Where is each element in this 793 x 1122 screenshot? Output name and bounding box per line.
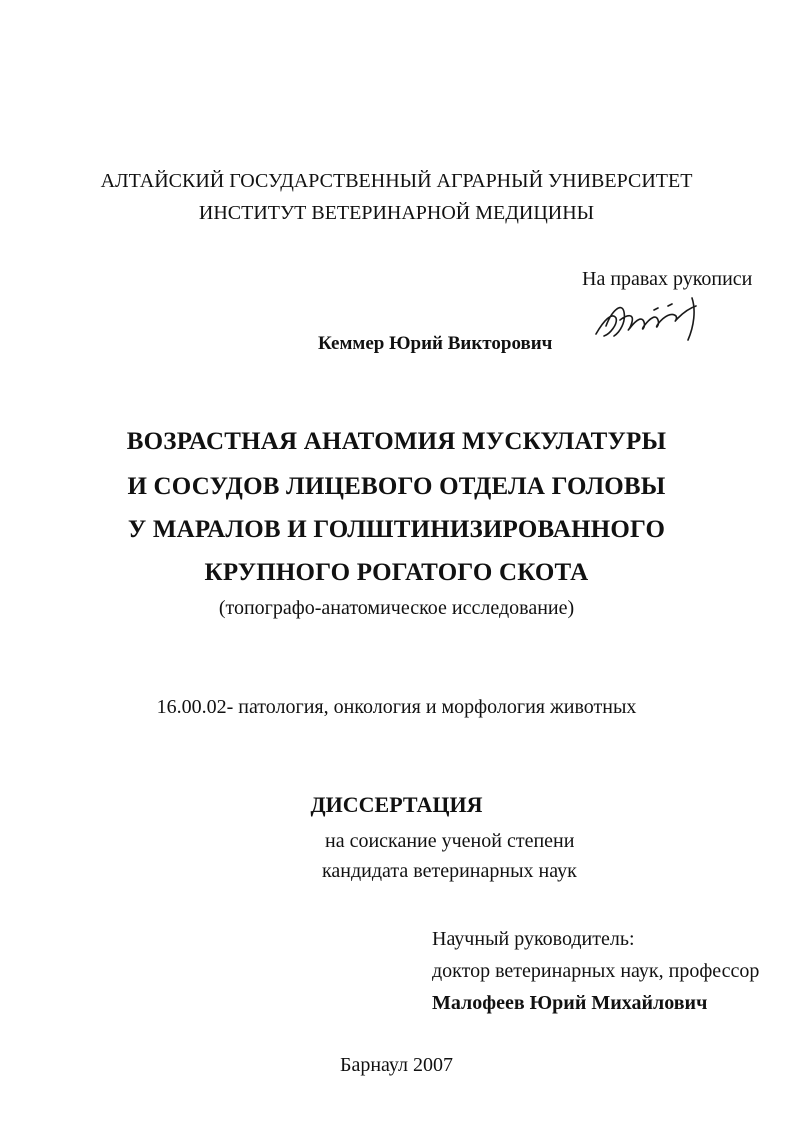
degree-line-2: кандидата ветеринарных наук bbox=[322, 860, 577, 882]
supervisor-degree: доктор ветеринарных наук, профессор bbox=[432, 960, 760, 982]
dissertation-heading: ДИССЕРТАЦИЯ bbox=[310, 792, 483, 817]
author-signature bbox=[592, 290, 717, 348]
city-year: Барнаул 2007 bbox=[339, 1054, 454, 1076]
title-line-2: И СОСУДОВ ЛИЦЕВОГО ОТДЕЛА ГОЛОВЫ bbox=[127, 473, 666, 500]
supervisor-name: Малофеев Юрий Михайлович bbox=[432, 992, 708, 1014]
specialty-code: 16.00.02- патология, онкология и морфология животных bbox=[156, 696, 637, 718]
subtitle: (топографо-анатомическое исследование) bbox=[218, 597, 575, 619]
author-name: Кеммер Юрий Викторович bbox=[318, 333, 553, 354]
title-line-3: У МАРАЛОВ И ГОЛШТИНИЗИРОВАННОГО bbox=[127, 516, 666, 543]
supervisor-label: Научный руководитель: bbox=[432, 928, 635, 950]
title-line-1: ВОЗРАСТНАЯ АНАТОМИЯ МУСКУЛАТУРЫ bbox=[126, 428, 667, 455]
title-line-4: КРУПНОГО РОГАТОГО СКОТА bbox=[204, 559, 589, 586]
university-name: АЛТАЙСКИЙ ГОСУДАРСТВЕННЫЙ АГРАРНЫЙ УНИВЕРСИТЕТ bbox=[100, 170, 693, 192]
institute-name: ИНСТИТУТ ВЕТЕРИНАРНОЙ МЕДИЦИНЫ bbox=[198, 202, 595, 224]
degree-line-1: на соискание ученой степени bbox=[325, 830, 575, 852]
rights-note: На правах рукописи bbox=[582, 268, 753, 290]
